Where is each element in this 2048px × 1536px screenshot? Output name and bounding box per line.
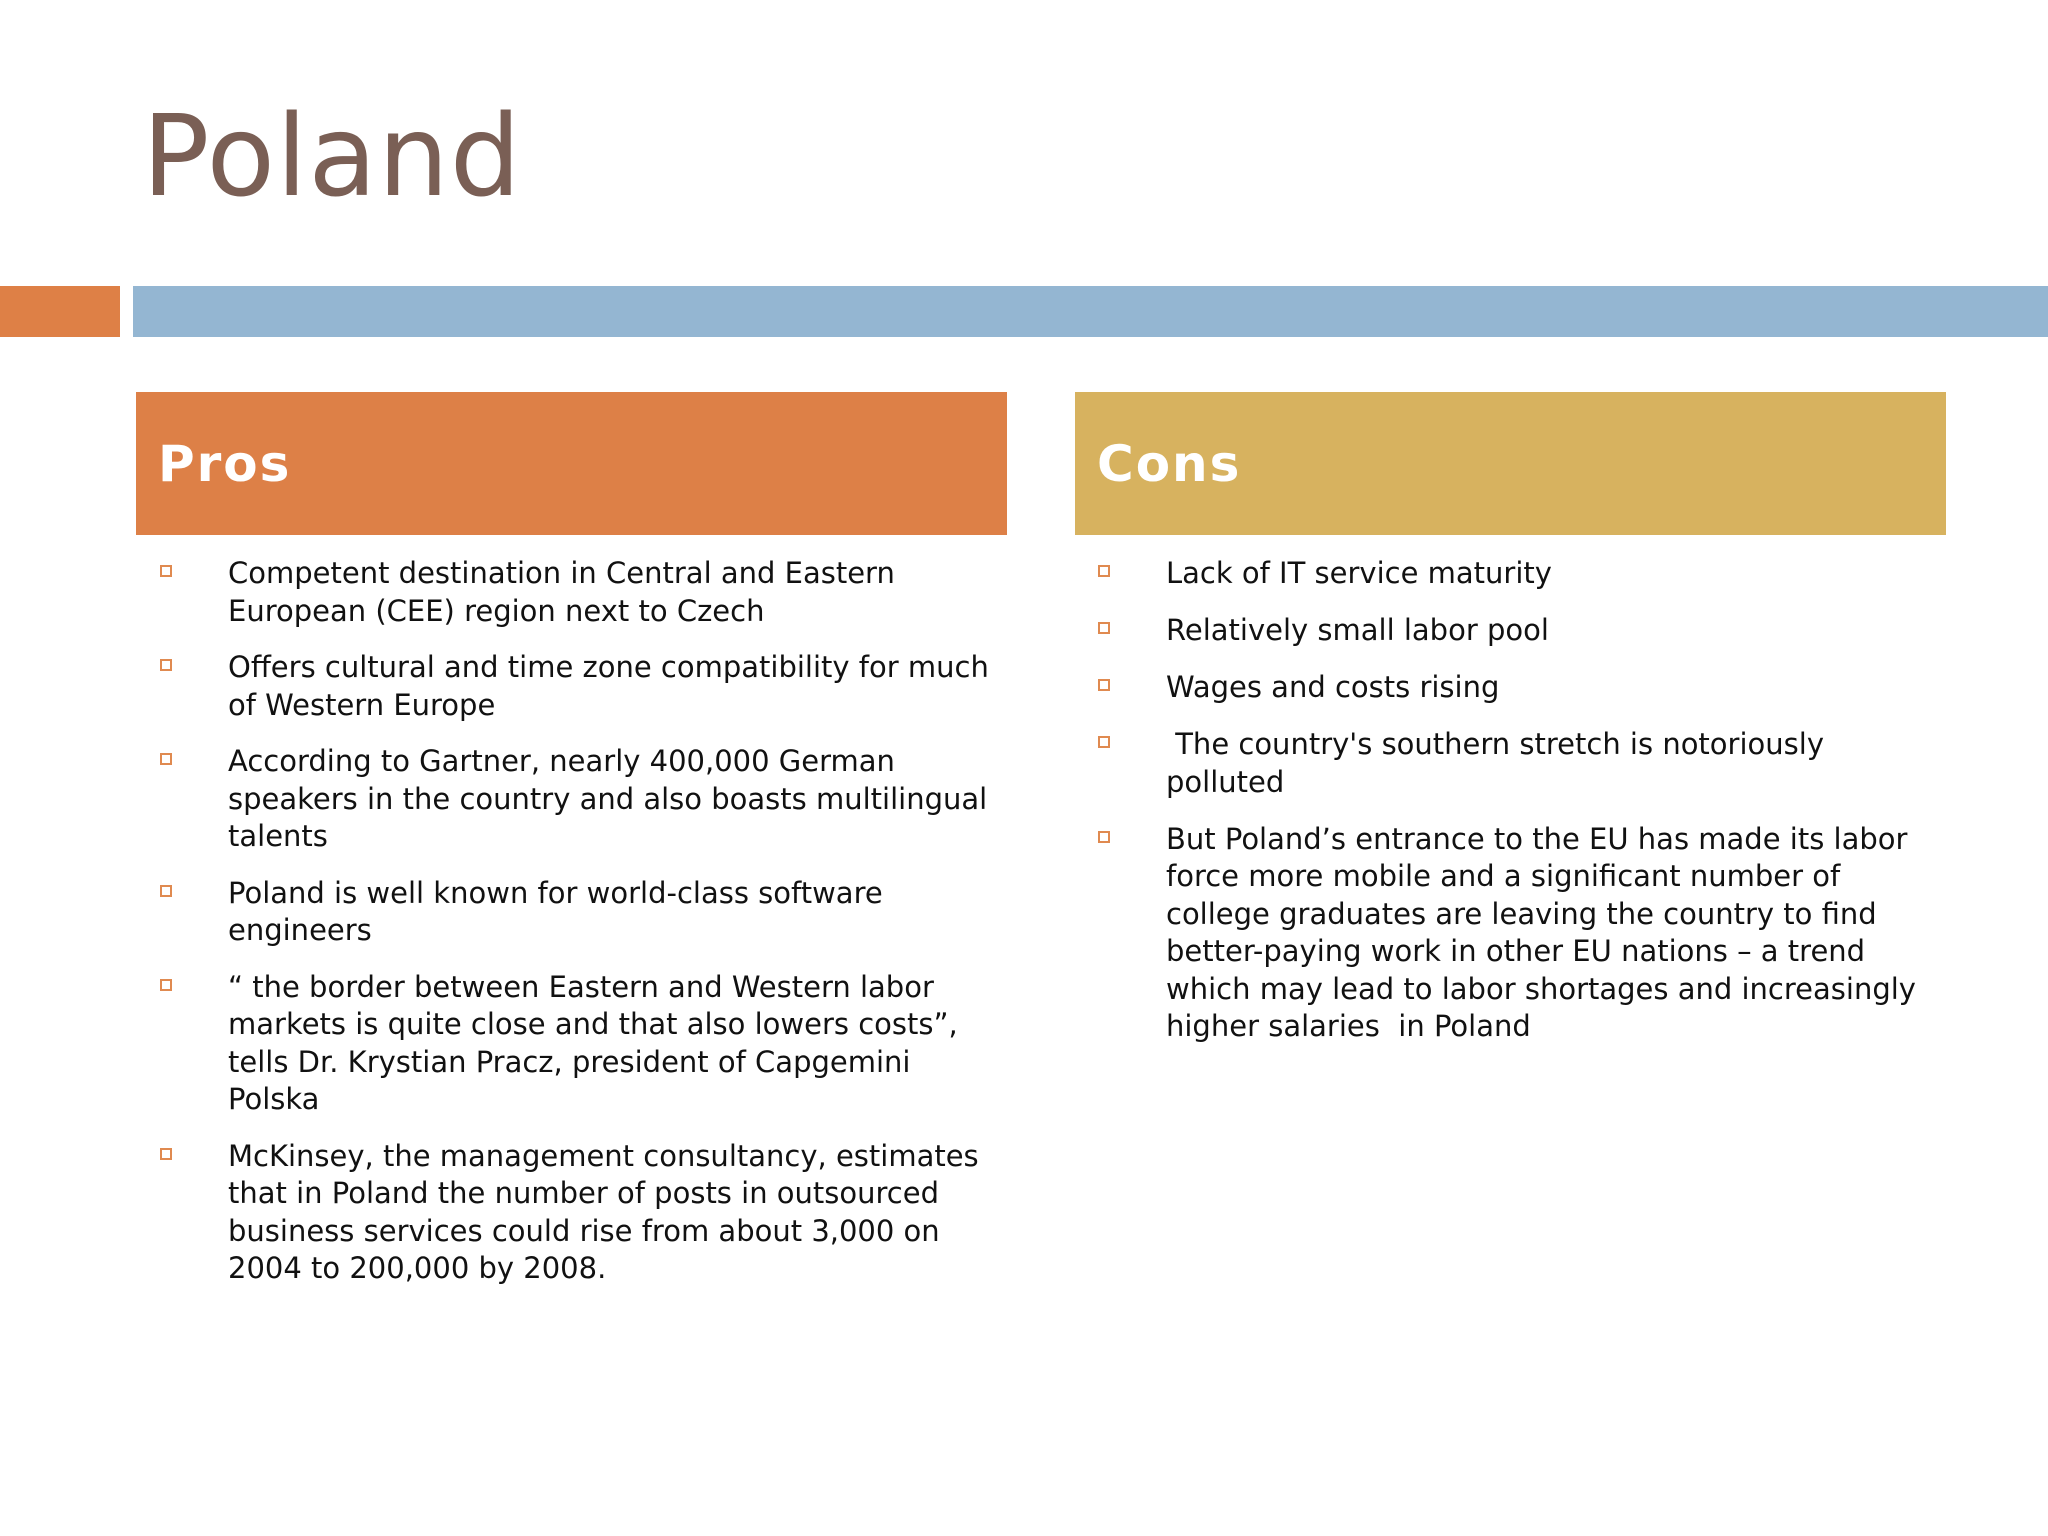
square-bullet-icon [160,1148,172,1160]
square-bullet-icon [1098,622,1110,634]
title-divider-bar [133,286,2048,337]
cons-list-item [1098,726,1948,801]
pros-list-item [160,875,1010,950]
square-bullet-icon [160,979,172,991]
cons-item-text: Relatively small labor pool [1166,613,1549,647]
pros-header: Pros [136,392,1007,535]
pros-item-text: Competent destination in Central and Eastern European (CEE) region next to Czech [228,556,895,628]
pros-item-text: Offers cultural and time zone compatibility for much of Western Europe [228,650,989,722]
pros-list-item [160,743,1010,856]
square-bullet-icon [1098,565,1110,577]
pros-list-item [160,1138,1010,1288]
square-bullet-icon [160,885,172,897]
cons-list-item [1098,821,1948,1046]
square-bullet-icon [160,659,172,671]
cons-list [1098,555,1948,1065]
pros-list-item [160,649,1010,724]
cons-list-item [1098,555,1948,593]
cons-item-text: Lack of IT service maturity [1166,556,1552,590]
cons-list-item [1098,669,1948,707]
cons-list-item [1098,612,1948,650]
pros-item-text: McKinsey, the management consultancy, estimates that in Poland the number of posts in outsourced business services could rise from about 3,000 on 2004 to 200,000 by 2008. [228,1138,979,1285]
square-bullet-icon [160,565,172,577]
slide-title: Poland [142,92,522,222]
square-bullet-icon [1098,679,1110,691]
pros-item-text: According to Gartner, nearly 400,000 German speakers in the country and also boasts multilingual talents [228,744,988,853]
cons-item-text: Wages and costs rising [1166,670,1500,704]
pros-item-text: Poland is well known for world-class software engineers [228,875,883,947]
cons-item-text: But Poland’s entrance to the EU has made its labor force more mobile and a significant number of college graduates are leaving the country to find better-paying work in other EU nations – a trend which may lead to labor shortages and increasingly higher salaries in Poland [1166,821,1926,1043]
accent-bar [0,286,120,337]
pros-list-item [160,555,1010,630]
square-bullet-icon [1098,831,1110,843]
cons-item-text: The country's southern stretch is notoriously polluted [1166,727,1834,799]
cons-header: Cons [1075,392,1946,535]
pros-item-text: “ the border between Eastern and Western labor markets is quite close and that also lowers costs”, tells Dr. Krystian Pracz, president of Capgemini Polska [228,969,958,1116]
pros-list-item [160,969,1010,1119]
square-bullet-icon [160,753,172,765]
pros-list [160,555,1010,1307]
square-bullet-icon [1098,736,1110,748]
